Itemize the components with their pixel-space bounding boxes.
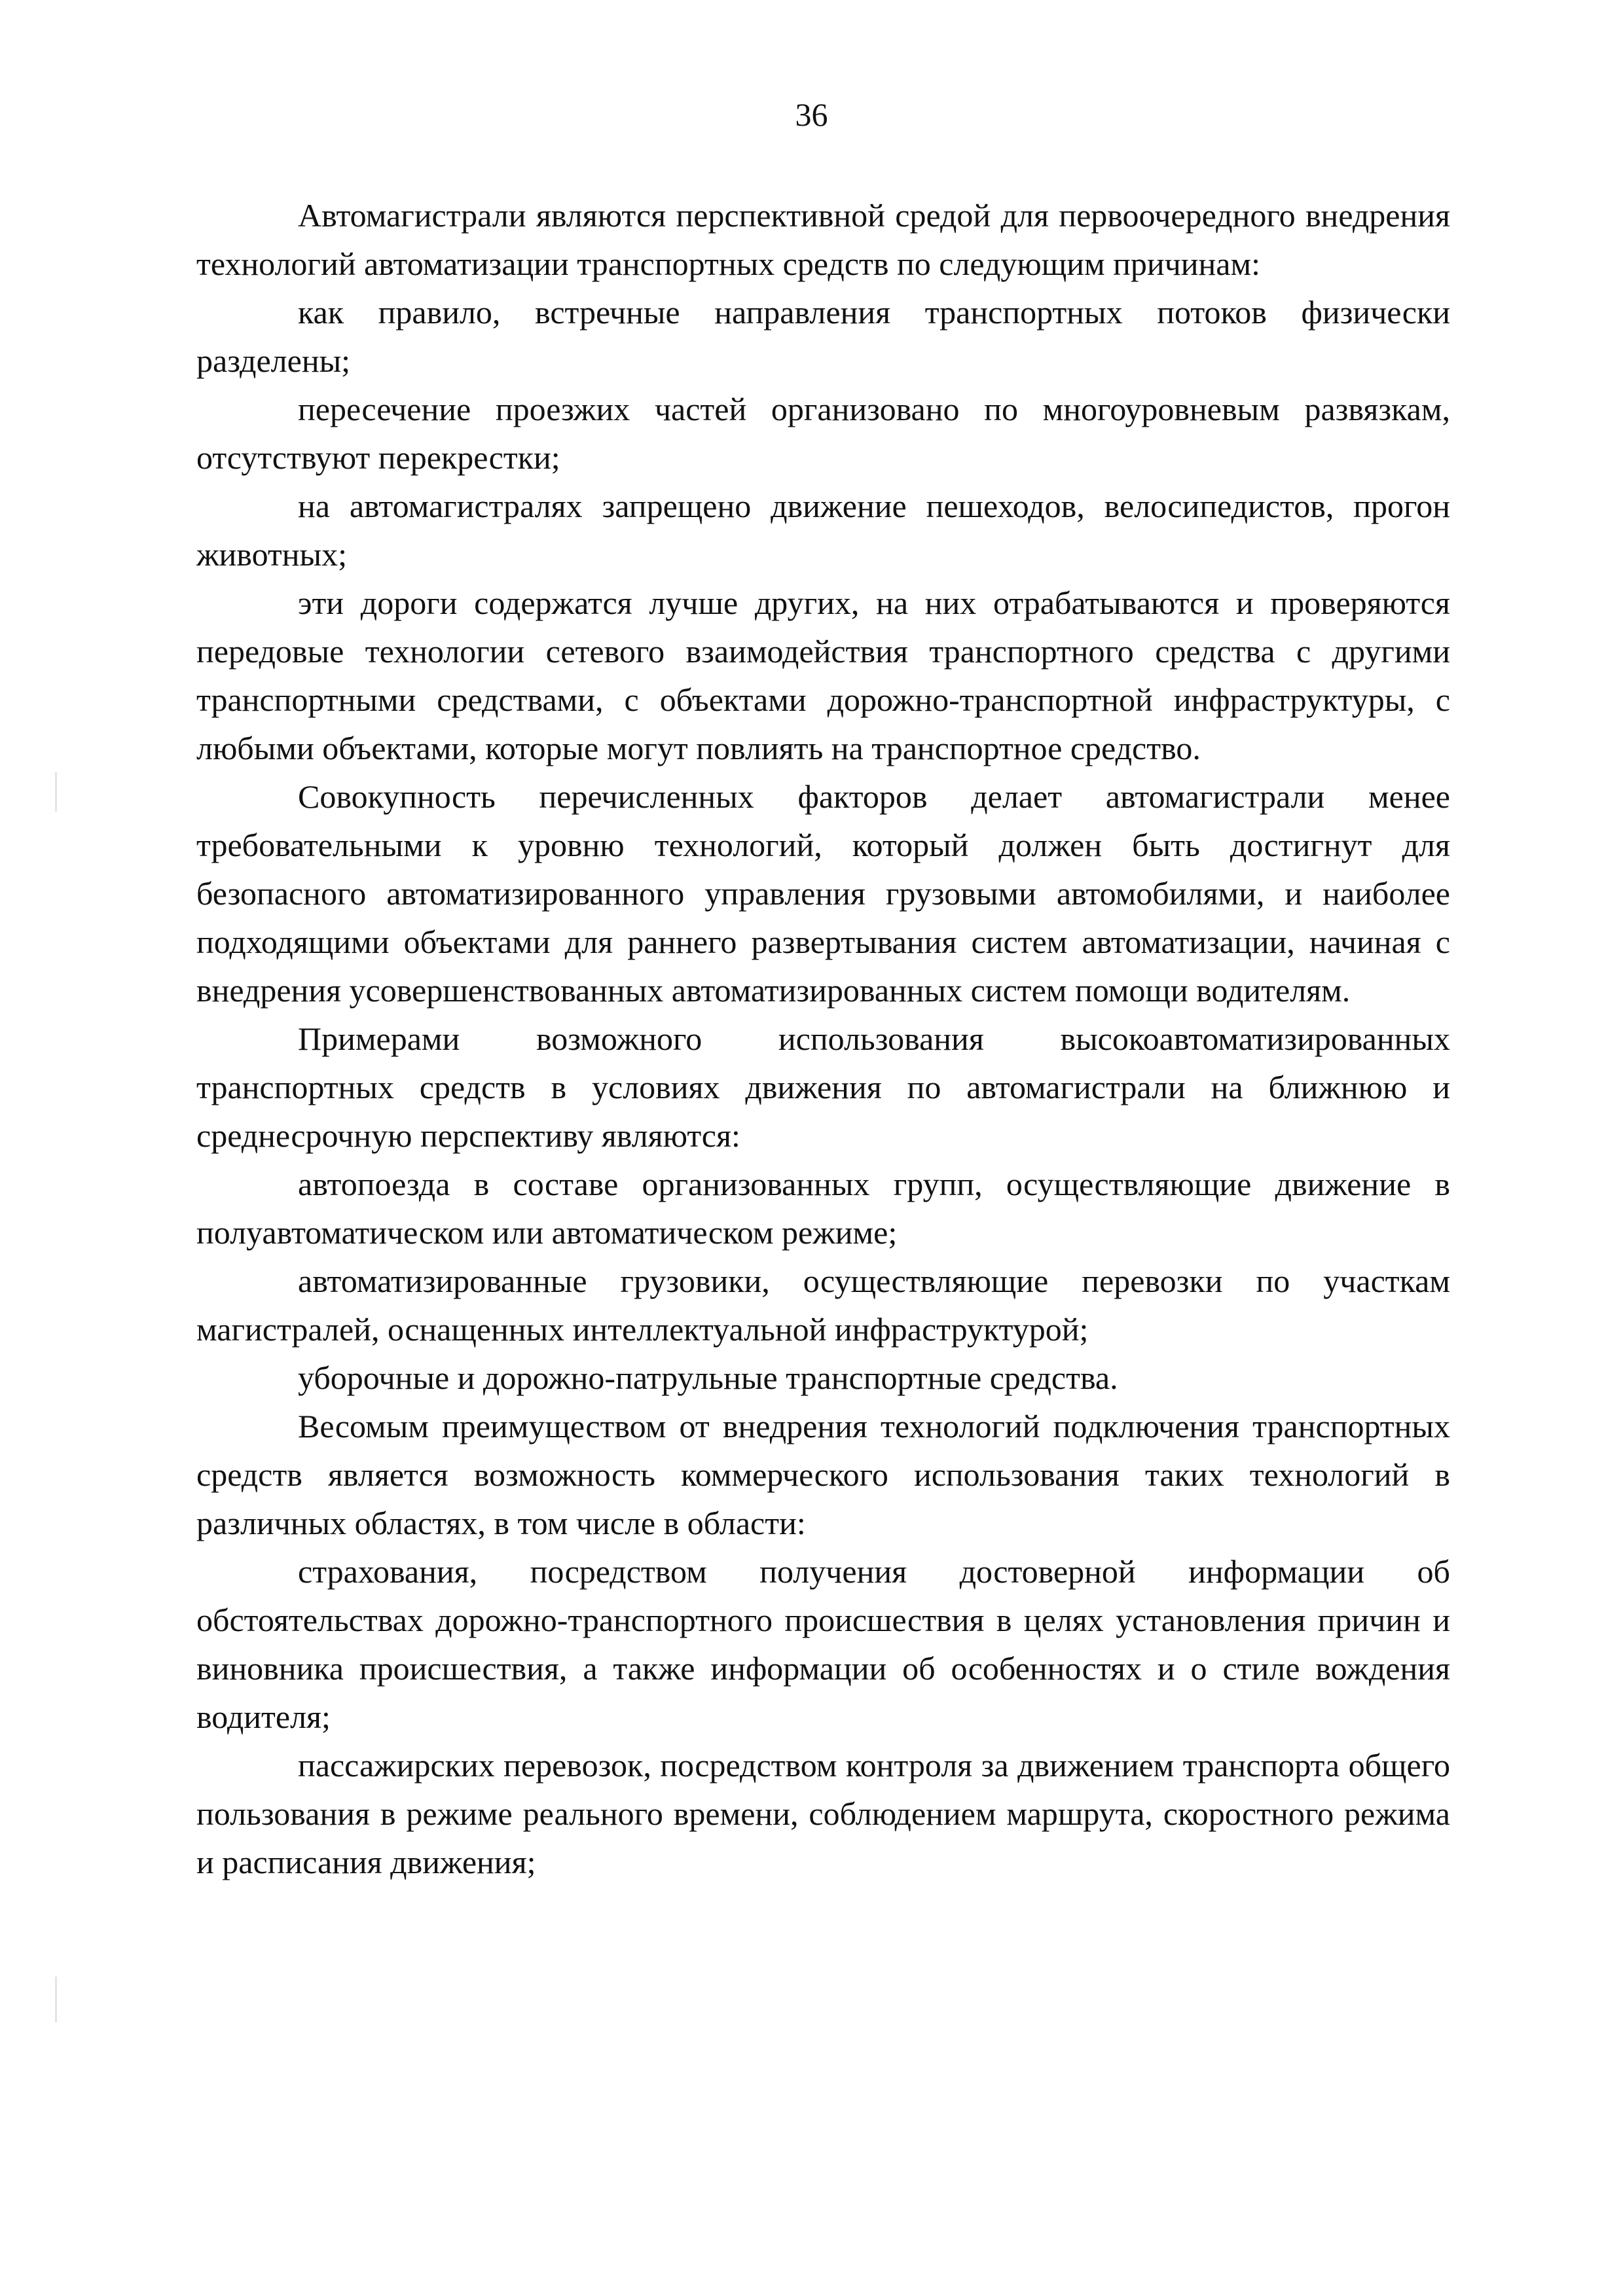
paragraph-commercial-advantage: Весомым преимуществом от внедрения технологий подключения транспортных средств является возможность коммерческого использования таких технологий в различных областях, в том числе в области: [196, 1408, 1450, 1541]
scan-margin-mark [55, 1977, 57, 2022]
list-item-road-trains: автопоезда в составе организованных групп, осуществляющие движение в полуавтоматическом или автоматическом режиме; [196, 1166, 1450, 1251]
list-item-separated-directions: как правило, встречные направления транспортных потоков физически разделены; [196, 294, 1450, 379]
list-item-automated-trucks: автоматизированные грузовики, осуществляющие перевозки по участкам магистралей, оснащенных интеллектуальной инфраструктурой; [196, 1263, 1450, 1348]
paragraph-factors: Совокупность перечисленных факторов делает автомагистрали менее требовательными к уровню технологий, который должен быть достигнут для безопасного автоматизированного управления грузовыми автомобилями, и наиболее подходящими объектами для раннего развертывания систем автоматизации, начиная с внедрения усовершенствованных автоматизированных систем помощи водителям. [196, 778, 1450, 1009]
list-item-maintenance-vehicles: уборочные и дорожно-патрульные транспортные средства. [298, 1359, 1118, 1396]
paragraph-examples: Примерами возможного использования высокоавтоматизированных транспортных средств в условиях движения по автомагистрали на ближнюю и среднесрочную перспективу являются: [196, 1020, 1450, 1154]
list-item-passenger-transport: пассажирских перевозок, посредством контроля за движением транспорта общего пользования в режиме реального времени, соблюдением маршрута, скоростного режима и расписания движения; [196, 1747, 1450, 1880]
list-item-multilevel-junctions: пересечение проезжих частей организовано по многоуровневым развязкам, отсутствуют перекрестки; [196, 391, 1450, 476]
paragraph-intro: Автомагистрали являются перспективной средой для первоочередного внедрения технологий автоматизации транспортных средств по следующим причинам: [196, 197, 1450, 282]
document-body [196, 191, 1450, 1886]
list-item-road-maintenance: эти дороги содержатся лучше других, на них отрабатываются и проверяются передовые технологии сетевого взаимодействия транспортного средства с другими транспортными средствами, с объектами дорожно-транспортной инфраструктуры, с любыми объектами, которые могут повлиять на транспортное средство. [196, 584, 1450, 766]
page-number: 36 [795, 96, 828, 133]
list-item-pedestrian-ban: на автомагистралях запрещено движение пешеходов, велосипедистов, прогон животных; [196, 488, 1450, 573]
scan-margin-mark [55, 772, 57, 812]
list-item-insurance: страхования, посредством получения достоверной информации об обстоятельствах дорожно-транспортного происшествия в целях установления причин и виновника происшествия, а также информации об особенностях и о стиле вождения водителя; [196, 1553, 1450, 1735]
